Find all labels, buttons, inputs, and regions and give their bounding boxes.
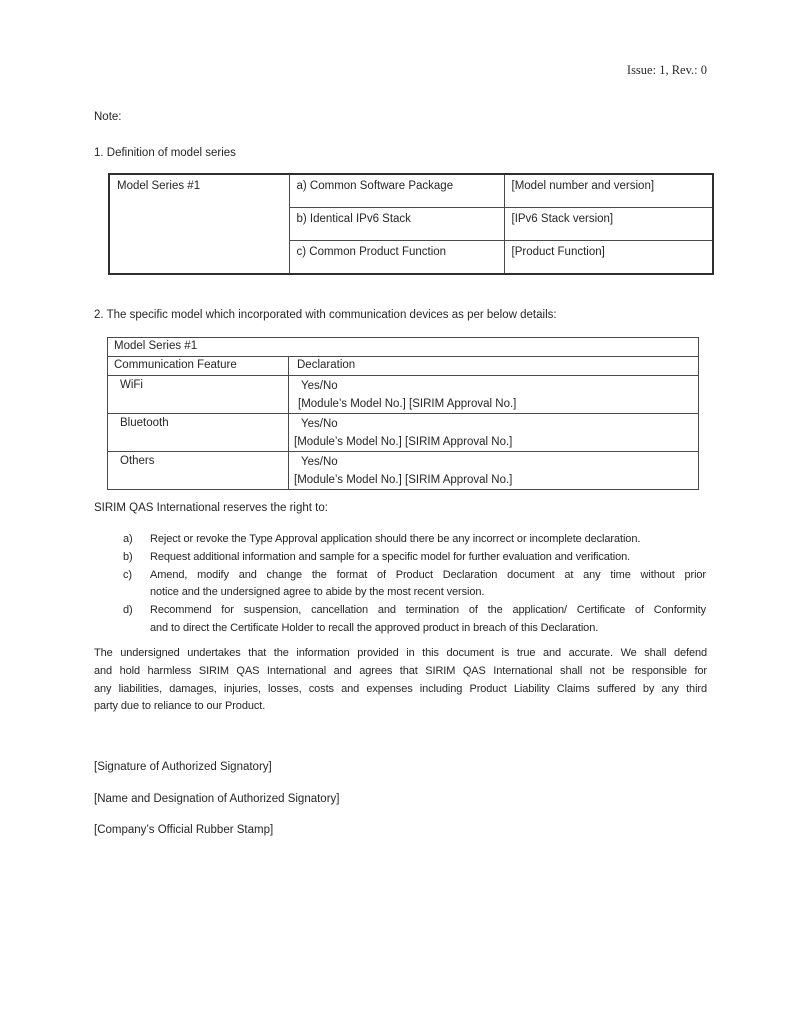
note-label: Note: (94, 111, 122, 123)
definition-value-cell: [Model number and version] (504, 174, 713, 208)
table-row (108, 338, 699, 357)
section-2-heading: 2. The specific model which incorporated with communication devices as per below details: (94, 309, 557, 321)
list-item (94, 549, 707, 567)
communication-features-table (107, 337, 699, 490)
yes-no-line: Yes/No (301, 456, 338, 468)
declaration-cell (289, 376, 699, 414)
paragraph-line: any liabilities, damages, injuries, losses, costs and expenses including Product Liability Claims suffered by any third (94, 682, 707, 695)
definition-item-cell: a) Common Software Package (289, 174, 504, 208)
rights-intro: SIRIM QAS International reserves the right to: (94, 502, 328, 514)
definition-value-cell: [IPv6 Stack version] (504, 208, 713, 241)
table-row (108, 414, 699, 452)
paragraph-line: party due to reliance to our Product. (94, 700, 266, 713)
signature-placeholder: [Signature of Authorized Signatory] (94, 761, 272, 773)
section-1-heading: 1. Definition of model series (94, 147, 236, 159)
feature-column-header: Communication Feature (108, 357, 289, 376)
module-approval-line: [Module’s Model No.] [SIRIM Approval No.] (294, 435, 513, 448)
list-item-text: Amend, modify and change the format of Product Declaration document at any time without prior (150, 568, 706, 581)
list-item-text: and to direct the Certificate Holder to recall the approved product in breach of this Declaration. (150, 621, 599, 634)
list-marker: d) (123, 604, 133, 617)
table-row (109, 174, 713, 208)
rights-list (94, 531, 707, 638)
model-series-cell: Model Series #1 (109, 174, 289, 274)
model-series-definition-table (108, 173, 714, 275)
yes-no-line: Yes/No (301, 380, 338, 392)
table-row (108, 376, 699, 414)
list-item (94, 602, 707, 638)
module-approval-line: [Module’s Model No.] [SIRIM Approval No.] (294, 473, 513, 486)
name-designation-placeholder: [Name and Designation of Authorized Signatory] (94, 793, 340, 805)
list-item (94, 567, 707, 603)
list-marker: b) (123, 550, 133, 563)
rubber-stamp-placeholder: [Company’s Official Rubber Stamp] (94, 824, 274, 836)
model-series-header-cell: Model Series #1 (108, 338, 699, 357)
list-marker: a) (123, 533, 133, 545)
yes-no-line: Yes/No (301, 418, 338, 430)
declaration-cell (289, 452, 699, 490)
list-item (94, 531, 707, 549)
list-item-text: Request additional information and sample for a specific model for further evaluation and verification. (150, 550, 631, 563)
definition-value-cell: [Product Function] (504, 241, 713, 275)
definition-item-cell: c) Common Product Function (289, 241, 504, 275)
definition-item-cell: b) Identical IPv6 Stack (289, 208, 504, 241)
feature-cell: Others (108, 452, 289, 490)
declaration-cell (289, 414, 699, 452)
list-marker: c) (123, 568, 132, 581)
list-item-text: Reject or revoke the Type Approval application should there be any incorrect or incomplete declaration. (150, 533, 641, 545)
table-row (108, 357, 699, 376)
table-row (108, 452, 699, 490)
feature-cell: WiFi (108, 376, 289, 414)
paragraph-line: and hold harmless SIRIM QAS International and agrees that SIRIM QAS International shall not be responsible for (94, 664, 707, 677)
module-approval-line: [Module’s Model No.] [SIRIM Approval No.] (298, 397, 517, 410)
feature-cell: Bluetooth (108, 414, 289, 452)
list-item-text: Recommend for suspension, cancellation and termination of the application/ Certificate of Conformity (150, 604, 706, 617)
list-item-text: notice and the undersigned agree to abide by the most recent version. (150, 586, 485, 599)
declaration-column-header: Declaration (289, 357, 699, 376)
undertaking-paragraph (94, 645, 707, 716)
paragraph-line: The undersigned undertakes that the information provided in this document is true and accurate. We shall defend (94, 647, 707, 659)
issue-revision-label: Issue: 1, Rev.: 0 (626, 63, 707, 77)
